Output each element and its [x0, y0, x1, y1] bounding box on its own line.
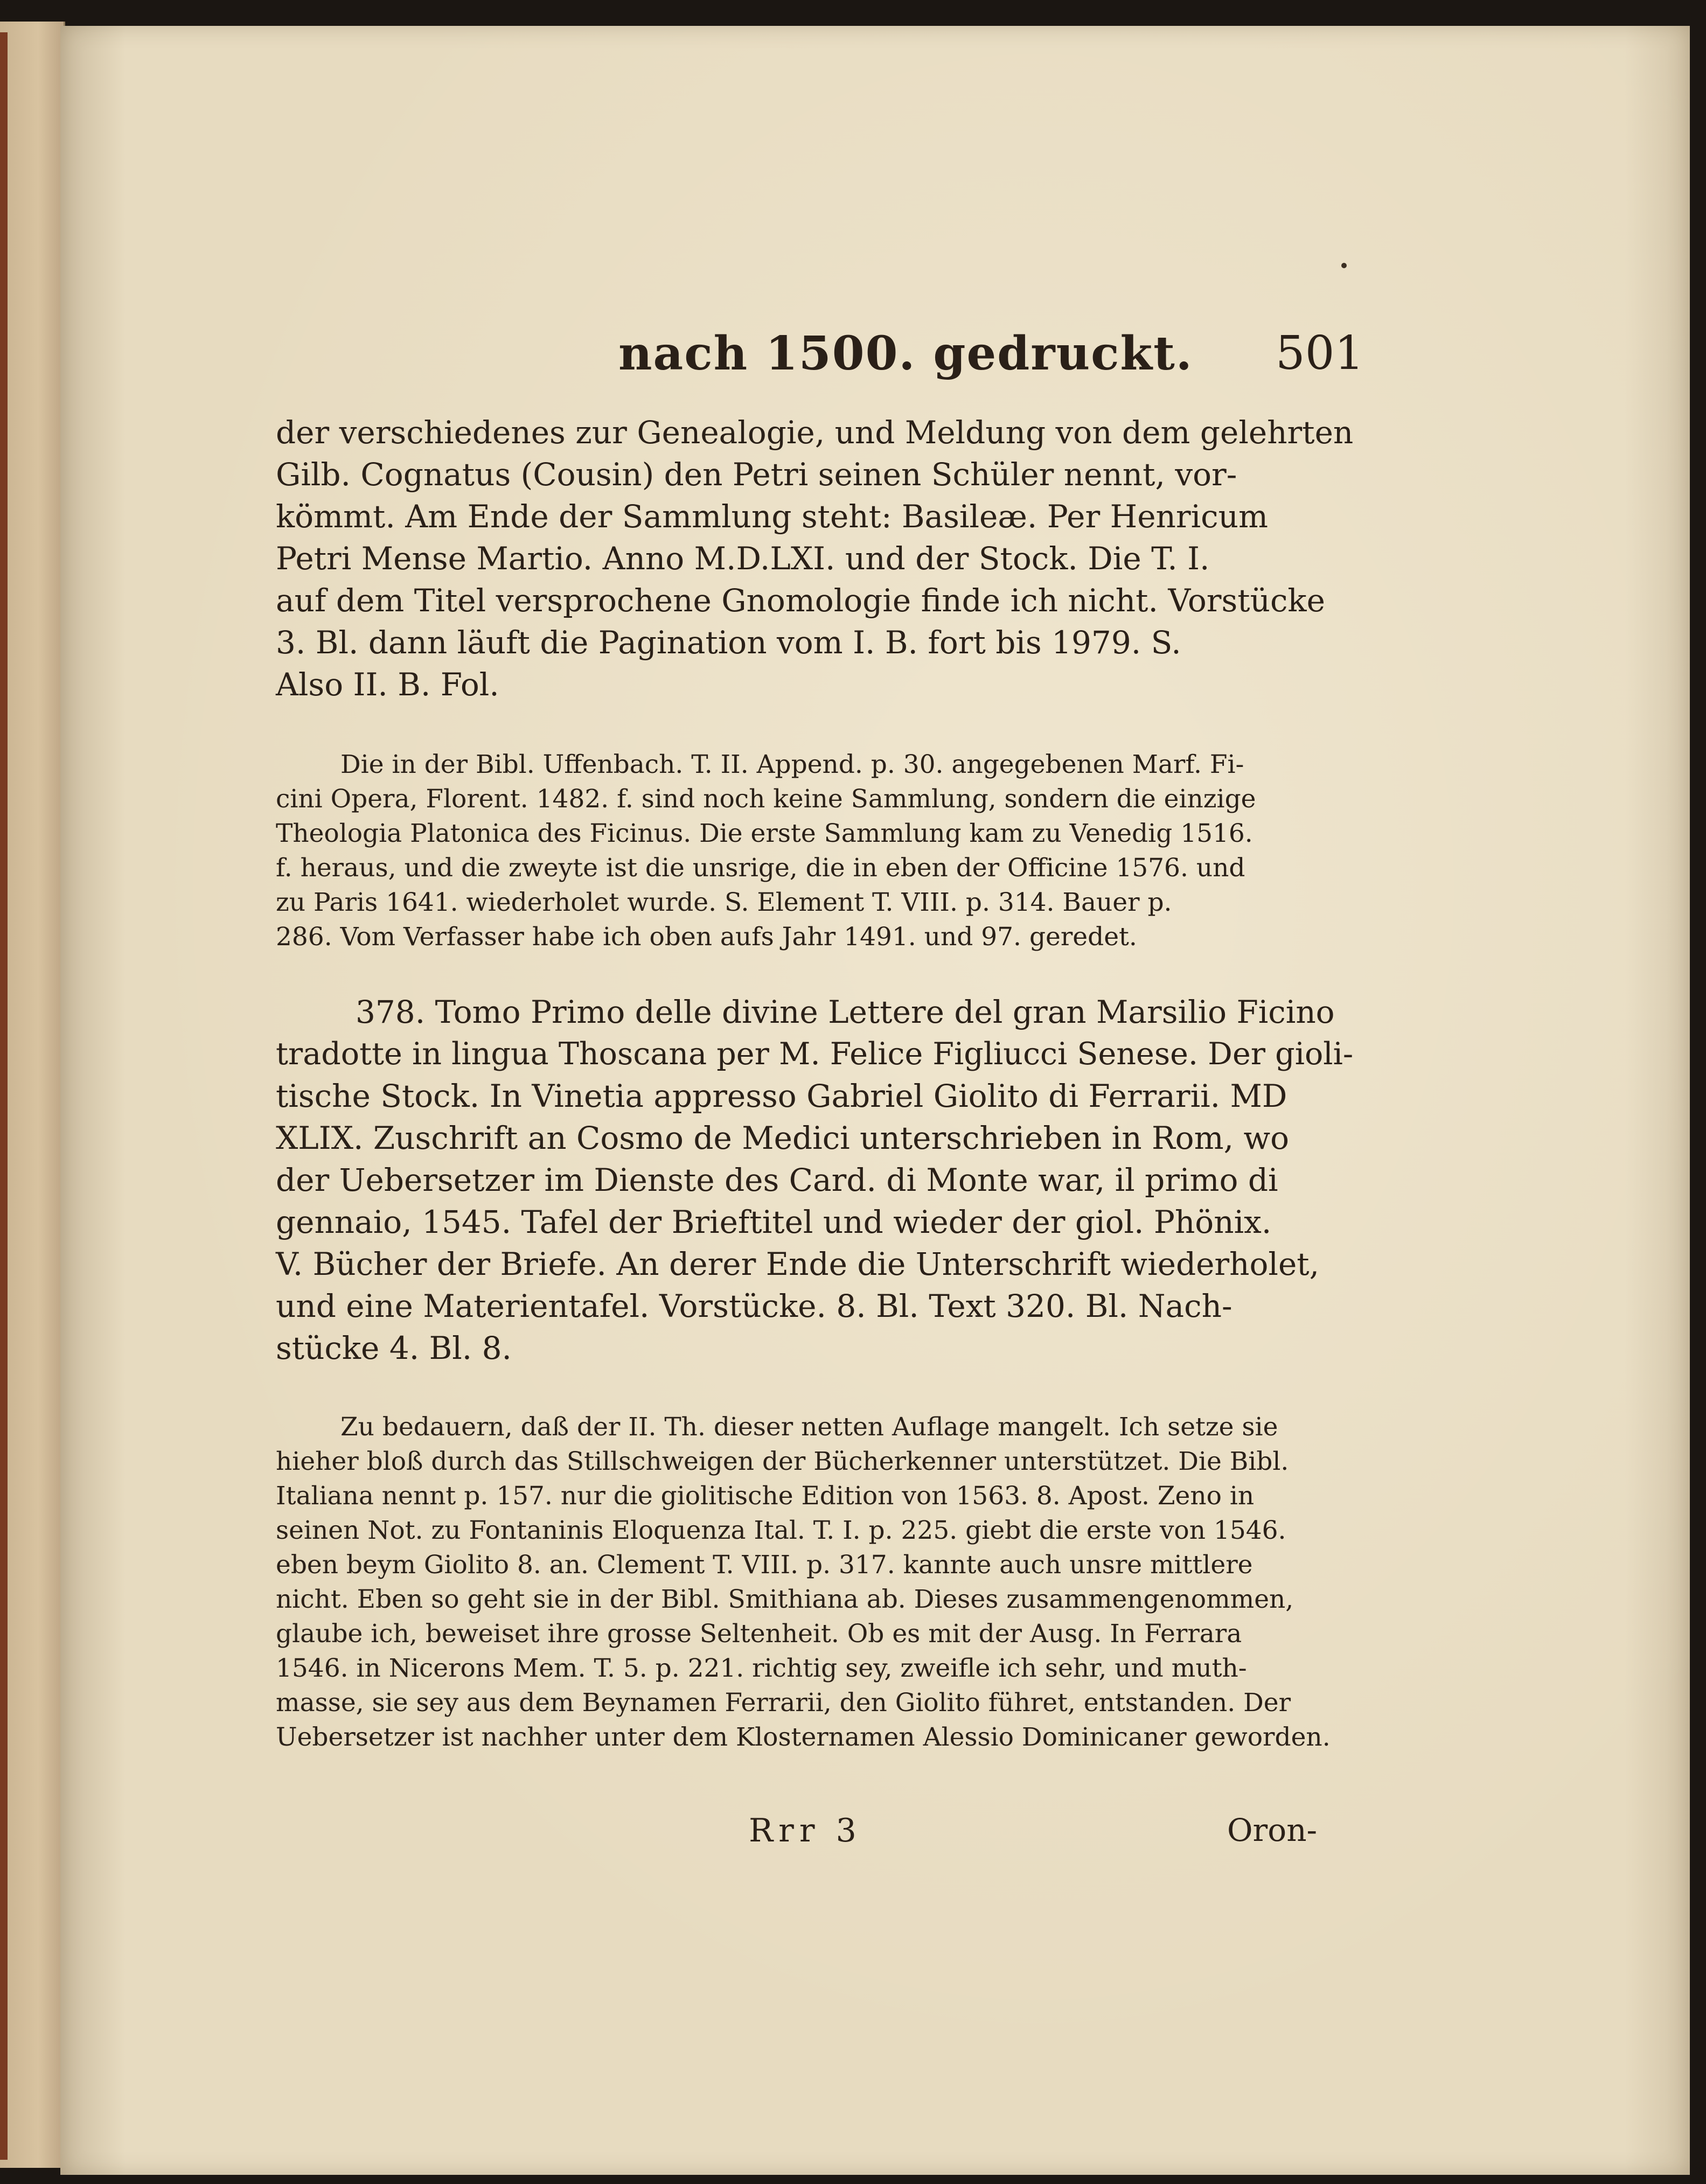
note2-line: Italiana nennt p. 157. nur die giolitische Edition von 1563. 8. Apost. Zeno in: [276, 1481, 1255, 1511]
paragraph1-line: der verschiedenes zur Genealogie, und Meldung von dem gelehrten: [276, 414, 1354, 451]
note2-line: masse, sie sey aus dem Beynamen Ferrarii, den Giolito führet, entstanden. Der: [276, 1688, 1291, 1718]
note2-line: hieher bloß durch das Stillschweigen der Bücherkenner unterstützet. Die Bibl.: [276, 1447, 1289, 1476]
entry378-line: tische Stock. In Vinetia appresso Gabriel Giolito di Ferrarii. MD: [276, 1078, 1287, 1114]
note2-line: nicht. Eben so geht sie in der Bibl. Smithiana ab. Dieses zusammengenommen,: [276, 1585, 1294, 1614]
entry378-line: gennaio, 1545. Tafel der Brieftitel und wieder der giol. Phönix.: [276, 1204, 1272, 1240]
entry378-line: der Uebersetzer im Dienste des Card. di Monte war, il primo di: [276, 1162, 1278, 1198]
ink-speck: [1341, 263, 1347, 268]
catchword: Oron-: [1227, 1812, 1318, 1848]
entry378-line: 378. Tomo Primo delle divine Lettere del gran Marsilio Ficino: [356, 994, 1335, 1030]
note1-line: Theologia Platonica des Ficinus. Die erste Sammlung kam zu Venedig 1516.: [276, 819, 1253, 848]
note1-line: zu Paris 1641. wiederholet wurde. S. Element T. VIII. p. 314. Bauer p.: [276, 888, 1172, 917]
paragraph1-line: Petri Mense Martio. Anno M.D.LXI. und der Stock. Die T. I.: [276, 540, 1210, 577]
entry378-line: tradotte in lingua Thoscana per M. Felice Figliucci Senese. Der gioli-: [276, 1036, 1354, 1072]
entry378-line: XLIX. Zuschrift an Cosmo de Medici unterschrieben in Rom, wo: [276, 1120, 1290, 1156]
paragraph1-line: Also II. B. Fol.: [276, 666, 499, 703]
running-head: nach 1500. gedruckt.: [618, 326, 1193, 381]
paragraph1-line: kömmt. Am Ende der Sammlung steht: Basileæ. Per Henricum: [276, 498, 1268, 535]
binding-edge: [0, 32, 8, 2160]
note2-line: Uebersetzer ist nachher unter dem Klosternamen Alessio Dominicaner geworden.: [276, 1722, 1331, 1752]
note2-line: Zu bedauern, daß der II. Th. dieser netten Auflage mangelt. Ich setze sie: [340, 1412, 1278, 1442]
signature-mark: Rrr 3: [749, 1812, 862, 1850]
note2-line: seinen Not. zu Fontaninis Eloquenza Ital. T. I. p. 225. giebt die erste von 1546.: [276, 1516, 1286, 1545]
entry378-line: und eine Materientafel. Vorstücke. 8. Bl. Text 320. Bl. Nach-: [276, 1288, 1233, 1324]
entry378-line: stücke 4. Bl. 8.: [276, 1330, 512, 1366]
left-page-edge: [0, 22, 65, 2168]
note1-line: 286. Vom Verfasser habe ich oben aufs Jahr 1491. und 97. geredet.: [276, 922, 1137, 952]
note1-line: cini Opera, Florent. 1482. f. sind noch keine Sammlung, sondern die einzige: [276, 784, 1256, 814]
note1-line: f. heraus, und die zweyte ist die unsrige, die in eben der Officine 1576. und: [276, 853, 1245, 883]
paragraph1-line: 3. Bl. dann läuft die Pagination vom I. B. fort bis 1979. S.: [276, 624, 1181, 661]
note2-line: glaube ich, beweiset ihre grosse Seltenheit. Ob es mit der Ausg. In Ferrara: [276, 1619, 1242, 1649]
paragraph1-line: auf dem Titel versprochene Gnomologie finde ich nicht. Vorstücke: [276, 582, 1325, 619]
page-number: 501: [1276, 326, 1364, 380]
note2-line: 1546. in Nicerons Mem. T. 5. p. 221. richtig sey, zweifle ich sehr, und muth-: [276, 1653, 1247, 1683]
paragraph1-line: Gilb. Cognatus (Cousin) den Petri seinen Schüler nennt, vor-: [276, 456, 1237, 493]
note1-line: Die in der Bibl. Uffenbach. T. II. Append. p. 30. angegebenen Marf. Fi-: [340, 750, 1244, 779]
note2-line: eben beym Giolito 8. an. Clement T. VIII. p. 317. kannte auch unsre mittlere: [276, 1550, 1253, 1580]
entry378-line: V. Bücher der Briefe. An derer Ende die Unterschrift wiederholet,: [276, 1246, 1320, 1282]
